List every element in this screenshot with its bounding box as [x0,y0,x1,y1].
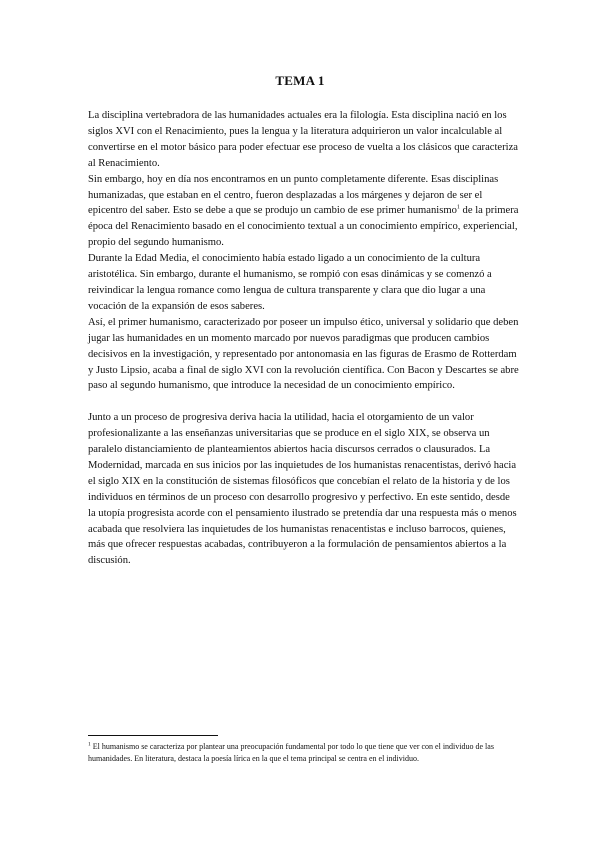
body-text [88,108,520,569]
paragraph-2 [88,172,520,252]
paragraph-2-before: Sin embargo, hoy en día nos encontramos en un punto completamente diferente. Esas disciplinas humanizadas, que estaban en el centro, fueron desplazadas a los márgenes y dejaron de ser el epicentro del saber. Esto se debe a que se produjo un cambio de ese primer humanismo [88,173,499,217]
paragraph-1: La disciplina vertebradora de las humanidades actuales era la filología. Esta disciplina nació en los siglos XVI con el Renacimiento, pues la lengua y la literatura adquirieron un valor incalculable al convertirse en el motor básico para poder efectuar ese proceso de vuelta a los clásicos que caracteriza al Renacimiento. [88,110,519,169]
paragraph-2-after: de la primera época del Renacimiento basado en el conocimiento textual a un conocimiento empírico, experiencial, propio del segundo humanismo. [88,205,519,249]
paragraph-5: Junto a un proceso de progresiva deriva hacia la utilidad, hacia el otorgamiento de un valor profesionalizante a las enseñanzas universitarias que se produce en el siglo XIX, se observa un paralelo distanciamiento de planteamientos abiertos hacia discursos cerrados o clausurados. La Modernidad, marcada en sus inicios por las inquietudes de los humanistas renacentistas, derivó hacia el siglo XIX en la constitución de sistemas filosóficos que concebían el relato de la historia y de los individuos en términos de un proceso con desarrollo progresivo y perfectivo. En este sentido, desde la utopía progresista acorde con el pensamiento ilustrado se pretendía dar una respuesta más o menos acabada que resolviera las inquietudes de los humanistas renacentistas e incluso barrocos, quienes, más que ofrecer respuestas acabadas, contribuyeron a la formulación de pensamientos abiertos a la discusión. [88,412,517,567]
footnote-reference[interactable]: 1 [456,204,460,211]
footnote-text: El humanismo se caracteriza por plantear una preocupación fundamental por todo lo que tiene que ver con el individuo de las humanidades. En literatura, destaca la poesía lírica en la que el tema principal se centra en el individuo. [88,742,494,763]
paragraph-4: Así, el primer humanismo, caracterizado por poseer un impulso ético, universal y solidario que deben jugar las humanidades en un momento marcado por nuevos paradigmas que producen cambios decisivos en la investigación, y representado por antonomasia en las figuras de Erasmo de Rotterdam y Justo Lipsio, acaba a final de siglo XVI con la revolución científica. Con Bacon y Descartes se abre paso al segundo humanismo, que introduce la necesidad de un conocimiento empírico. [88,316,519,392]
page-title: TEMA 1 [275,73,325,88]
footnote [88,741,520,764]
footnote-separator [88,735,218,736]
footnote-mark: 1 [88,741,91,748]
paragraph-3: Durante la Edad Media, el conocimiento había estado ligado a un conocimiento de la cultura aristotélica. Sin embargo, durante el humanismo, se rompió con esas dinámicas y se comenzó a reivindicar la lengua romance como lengua de cultura transparente y clara que dio lugar a una vocación de la expansión de esos saberes. [88,253,492,312]
